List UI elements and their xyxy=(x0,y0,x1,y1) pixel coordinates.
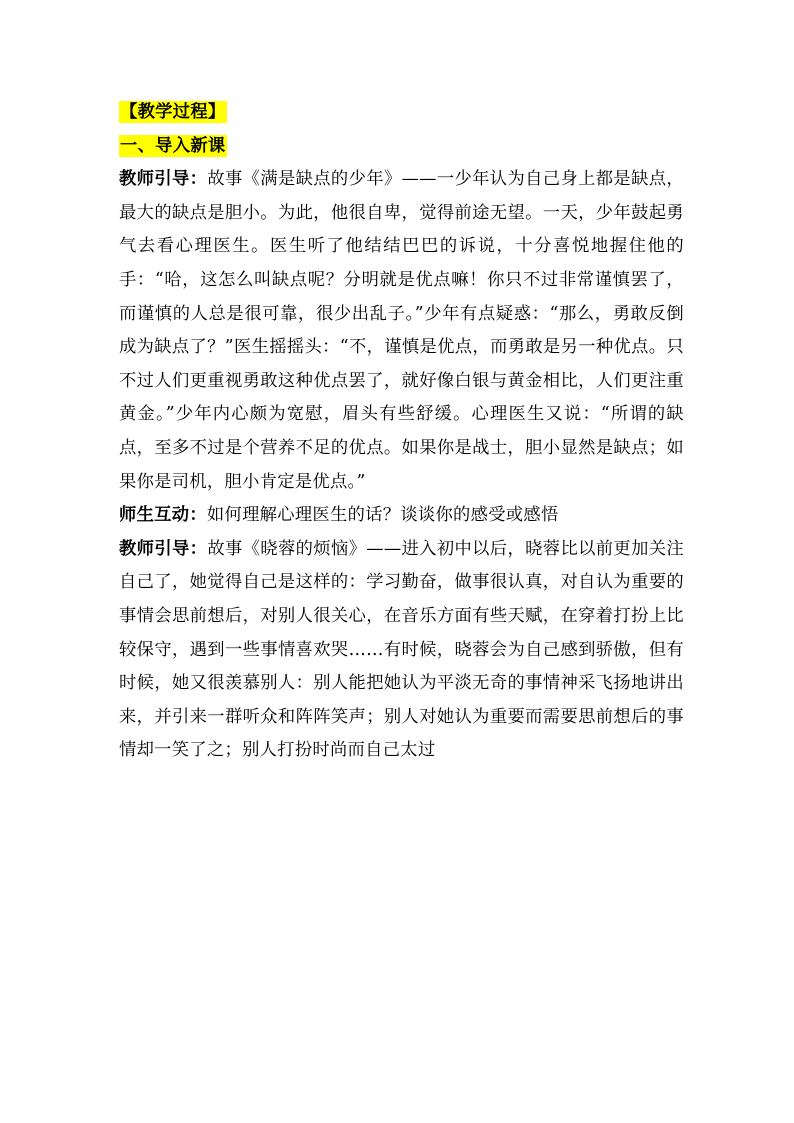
highlighted-heading: 一、导入新课 xyxy=(120,135,226,156)
paragraph-story-1 xyxy=(119,163,684,499)
paragraph-story-2 xyxy=(119,533,684,768)
paragraph-interaction xyxy=(119,499,684,533)
paragraph-text: 如何理解心理医生的话？谈谈你的感受或感悟 xyxy=(206,505,559,526)
section-heading-intro xyxy=(119,130,684,164)
highlighted-heading: 【教学过程】 xyxy=(120,102,226,122)
paragraph-text: 故事《满是缺点的少年》——一少年认为自己身上都是缺点，最大的缺点是胆小。为此，他很自卑，觉得前途无望。一天，少年鼓起勇气去看心理医生。医生听了他结结巴巴的诉说，十分喜悦地握住他的手：“哈，这怎么叫缺点呢？分明就是优点嘛！你只不过非常谨慎罢了，而谨慎的人总是很可靠，很少出乱子。”少年有点疑惑：“那么，勇敢反倒成为缺点了？”医生摇摇头：“不，谨慎是优点，而勇敢是另一种优点。只不过人们更重视勇敢这种优点罢了，就好像白银与黄金相比，人们更注重黄金。”少年内心颇为宽慰，眉头有些舒缓。心理医生又说：“所谓的缺点，至多不过是个营养不足的优点。如果你是战士，胆小显然是缺点；如果你是司机，胆小肯定是优点。” xyxy=(119,169,684,492)
document-body xyxy=(119,96,684,768)
paragraph-lead: 教师引导： xyxy=(119,169,208,190)
paragraph-lead: 教师引导： xyxy=(119,538,208,559)
section-heading-process xyxy=(119,96,684,130)
paragraph-text: 故事《晓蓉的烦恼》——进入初中以后，晓蓉比以前更加关注自己了，她觉得自己是这样的：学习勤奋，做事很认真，对自认为重要的事情会思前想后，对别人很关心，在音乐方面有些天赋，在穿着打扮上比较保守，遇到一些事情喜欢哭……有时候，晓蓉会为自己感到骄傲，但有时候，她又很羡慕别人：别人能把她认为平淡无奇的事情神采飞扬地讲出来，并引来一群听众和阵阵笑声；别人对她认为重要而需要思前想后的事情却一笑了之；别人打扮时尚而自己太过 xyxy=(119,538,684,761)
paragraph-lead: 师生互动： xyxy=(119,505,207,526)
